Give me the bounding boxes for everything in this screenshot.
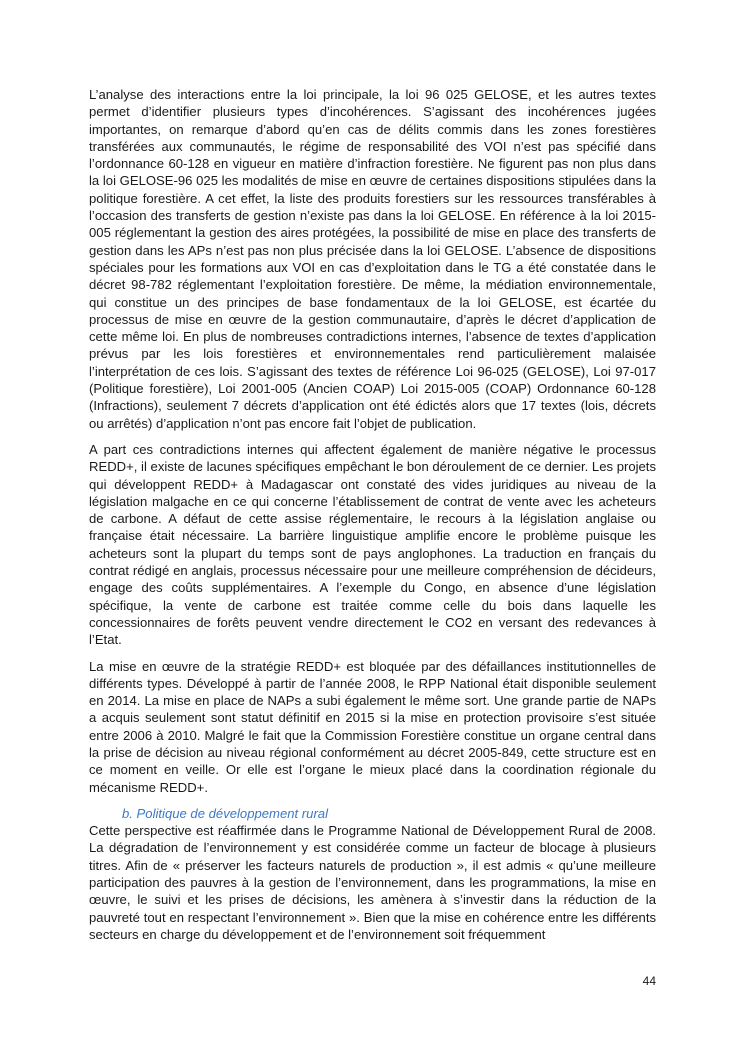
paragraph-rural-development: Cette perspective est réaffirmée dans le Programme National de Développement Rural de 2008. La dégradation de l’environnement y est considérée comme un facteur de blocage à plusieurs titres. Afin de « préserver les facteurs naturels de production », il est admis « qu’une meilleure participation des pauvres à la gestion de l’environnement, dans les programmations, la mise en œuvre, le suivi et les prises de décisions, les amènera à s’investir dans la réduction de la pauvreté tout en respectant l’environnement ». Bien que la mise en cohérence entre les différents secteurs en charge du développement et de l’environnement soit fréquemment bbox=[89, 823, 656, 942]
document-body bbox=[89, 86, 656, 952]
page-number: 44 bbox=[642, 974, 656, 988]
paragraph-legal-incoherences: L’analyse des interactions entre la loi principale, la loi 96 025 GELOSE, et les autres textes permet d’identifier plusieurs types d’incohérences. S’agissant des incohérences jugées importantes, on remarque d’abord qu’en cas de délits commis dans les zones forestières transférées aux communautés, le régime de responsabilité des VOI n’est pas spécifié dans l’ordonnance 60-128 en vigueur en matière d’infraction forestière. Ne figurent pas non plus dans la loi GELOSE-96 025 les modalités de mise en œuvre de certaines dispositions stipulées dans la politique forestière. A cet effet, la liste des produits forestiers sur les ressources transférables à l’occasion des transferts de gestion n’existe pas dans la loi GELOSE. En référence à la loi 2015-005 réglementant la gestion des aires protégées, la possibilité de mise en place des transferts de gestion dans les APs n’est pas non plus précisée dans la loi GELOSE. L’absence de dispositions spéciales pour les formations aux VOI en cas d’exploitation dans le TG a été constatée dans le décret 98-782 réglementant l’exploitation forestière. De même, la médiation environnementale, qui constitue un des principes de base fondamentaux de la loi GELOSE, est écartée du processus de mise en œuvre de la gestion communautaire, d’après le décret d’application de cette même loi. En plus de nombreuses contradictions internes, l’absence de textes d’application prévus par les lois forestières et environnementales rend particulièrement malaisée l’interprétation de ces lois. S’agissant des textes de référence Loi 96-025 (GELOSE), Loi 97-017 (Politique forestière), Loi 2001-005 (Ancien COAP) Loi 2015-005 (COAP) Ordonnance 60-128 (Infractions), seulement 7 décrets d’application ont été édictés alors que 17 textes (lois, décrets ou arrêtés) d’application n’ont pas encore fait l’objet de publication. bbox=[89, 87, 656, 431]
paragraph-redd-gaps: A part ces contradictions internes qui affectent également de manière négative le processus REDD+, il existe de lacunes spécifiques empêchant le bon déroulement de ce dernier. Les projets qui développent REDD+ à Madagascar ont constaté des vides juridiques au niveau de la législation malgache en ce qui concerne l’établissement de contrat de vente avec les acheteurs de carbone. A défaut de cette assise réglementaire, le recours à la législation anglaise ou française était nécessaire. La barrière linguistique amplifie encore le problème puisque les acheteurs sont la plupart du temps sont de pays anglophones. La traduction en français du contrat rédigé en anglais, processus nécessaire pour une meilleure compréhension de décideurs, engage des coûts supplémentaires. A l’exemple du Congo, en absence d’une législation spécifique, la vente de carbone est traitée comme celle du bois dans laquelle les concessionnaires de forêts peuvent vendre directement le CO2 en versant des redevances à l’Etat. bbox=[89, 441, 656, 648]
paragraph-institutional-failures: La mise en œuvre de la stratégie REDD+ est bloquée par des défaillances institutionnelles de différents types. Développé à partir de l’année 2008, le RPP National était disponible seulement en 2014. La mise en place de NAPs a subi également le même sort. Une grande partie de NAPs a acquis seulement sont statut définitif en 2015 si la mise en protection provisoire s’est située entre 2006 à 2010. Malgré le fait que la Commission Forestière constitue un organe central dans la prise de décision au niveau régional conformément au décret 2005-849, cette structure est en ce moment en veille. Or elle est l’organe le mieux placé dans la coordination régionale du mécanisme REDD+. bbox=[89, 658, 656, 795]
section-heading: b. Politique de développement rural bbox=[122, 805, 328, 821]
